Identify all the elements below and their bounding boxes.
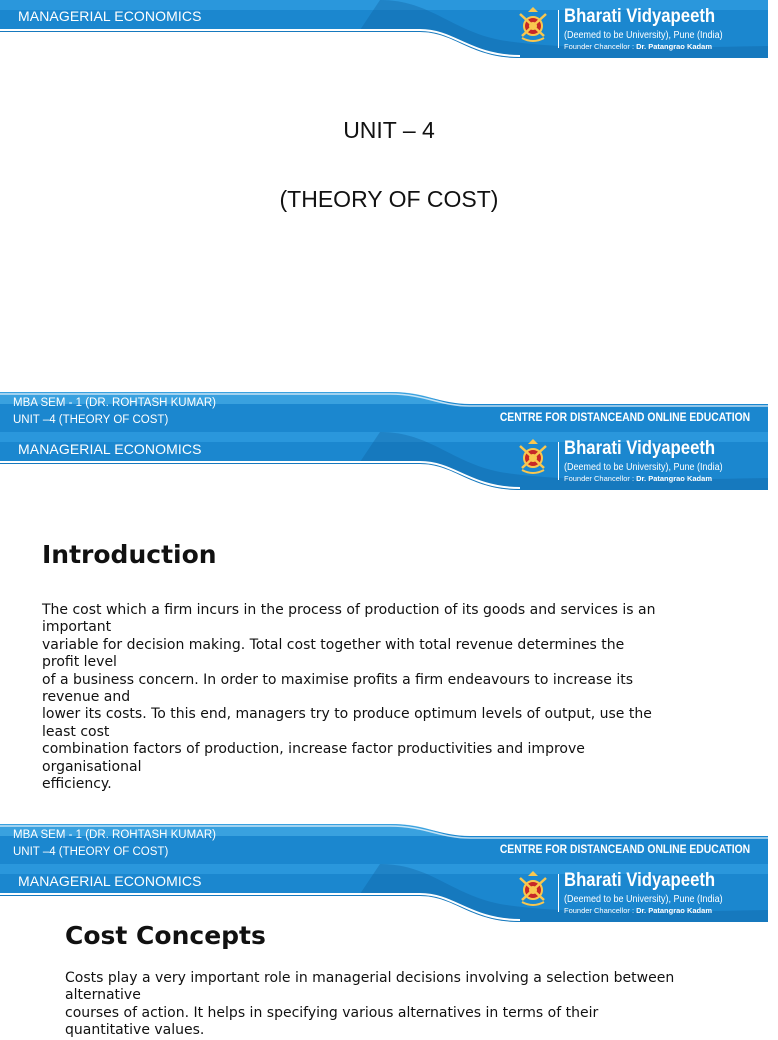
body-line: The cost which a firm incurs in the process of production of its goods and services is an — [42, 602, 656, 618]
unit-title: UNIT – 4 — [343, 117, 435, 143]
footer-info — [13, 395, 216, 429]
brand-name: Bharati Vidyapeeth — [564, 438, 716, 459]
section-heading: Introduction — [42, 540, 217, 569]
section-heading: Cost Concepts — [65, 921, 266, 950]
brand-subtitle: (Deemed to be University), Pune (India) — [564, 30, 723, 41]
footer-centre-name: CENTRE FOR DISTANCEAND ONLINE EDUCATION — [499, 412, 750, 424]
body-line: lower its costs. To this end, managers try to produce optimum levels of output, use the — [42, 706, 652, 723]
body-line: least cost — [42, 723, 110, 740]
body-line: combination factors of production, increase factor productivities and improve — [42, 741, 585, 758]
body-line: quantitative values. — [65, 1022, 205, 1039]
header-band — [0, 0, 768, 58]
university-emblem-icon — [514, 438, 552, 476]
body-line: organisational — [42, 758, 142, 775]
body-line: courses of action. It helps in specifying various alternatives in terms of their — [65, 1004, 599, 1021]
body-line: Costs play a very important role in managerial decisions involving a selection between — [65, 970, 675, 986]
body-paragraph — [65, 970, 674, 1040]
course-title: MANAGERIAL ECONOMICS — [18, 8, 202, 24]
body-line: of a business concern. In order to maximise profits a firm endeavours to increase its — [42, 671, 634, 688]
body-paragraph — [42, 602, 655, 793]
body-line: profit level — [42, 654, 117, 671]
university-emblem-icon — [514, 870, 552, 908]
footer-line-1: MBA SEM - 1 (DR. ROHTASH KUMAR) — [13, 829, 216, 841]
body-line: important — [42, 619, 112, 636]
founder-name: Dr. Patangrao Kadam — [636, 906, 712, 915]
brand-subtitle: (Deemed to be University), Pune (India) — [564, 894, 723, 905]
course-title: MANAGERIAL ECONOMICS — [18, 441, 202, 457]
brand-founder — [564, 906, 712, 915]
header-band — [0, 864, 768, 922]
founder-label: Founder Chancellor : — [564, 474, 637, 483]
slide-2 — [0, 432, 768, 864]
body-line: revenue and — [42, 689, 131, 706]
footer-band — [0, 824, 768, 864]
unit-subtitle: (THEORY OF COST) — [279, 186, 499, 212]
footer-centre-name: CENTRE FOR DISTANCEAND ONLINE EDUCATION — [499, 844, 750, 856]
brand-divider — [558, 10, 559, 48]
body-line: variable for decision making. Total cost together with total revenue determines the — [42, 636, 625, 653]
founder-name: Dr. Patangrao Kadam — [636, 474, 712, 483]
founder-label: Founder Chancellor : — [564, 42, 637, 51]
slide-1 — [0, 0, 768, 432]
brand-founder — [564, 474, 712, 483]
footer-info — [13, 827, 216, 861]
brand-founder — [564, 42, 712, 51]
slide-3 — [0, 864, 768, 1039]
brand-name: Bharati Vidyapeeth — [564, 6, 716, 27]
body-line: efficiency. — [42, 776, 112, 793]
brand-subtitle: (Deemed to be University), Pune (India) — [564, 462, 723, 473]
footer-line-1: MBA SEM - 1 (DR. ROHTASH KUMAR) — [13, 397, 216, 409]
footer-line-2: UNIT –4 (THEORY OF COST) — [13, 414, 169, 426]
body-line: alternative — [65, 987, 141, 1004]
footer-line-2: UNIT –4 (THEORY OF COST) — [13, 846, 169, 858]
university-logo — [514, 6, 754, 52]
university-logo — [514, 870, 754, 916]
course-title: MANAGERIAL ECONOMICS — [18, 873, 202, 889]
brand-name: Bharati Vidyapeeth — [564, 870, 716, 891]
university-logo — [514, 438, 754, 484]
footer-band — [0, 392, 768, 432]
founder-label: Founder Chancellor : — [564, 906, 637, 915]
founder-name: Dr. Patangrao Kadam — [636, 42, 712, 51]
university-emblem-icon — [514, 6, 552, 44]
brand-divider — [558, 874, 559, 912]
header-band — [0, 432, 768, 490]
brand-divider — [558, 442, 559, 480]
